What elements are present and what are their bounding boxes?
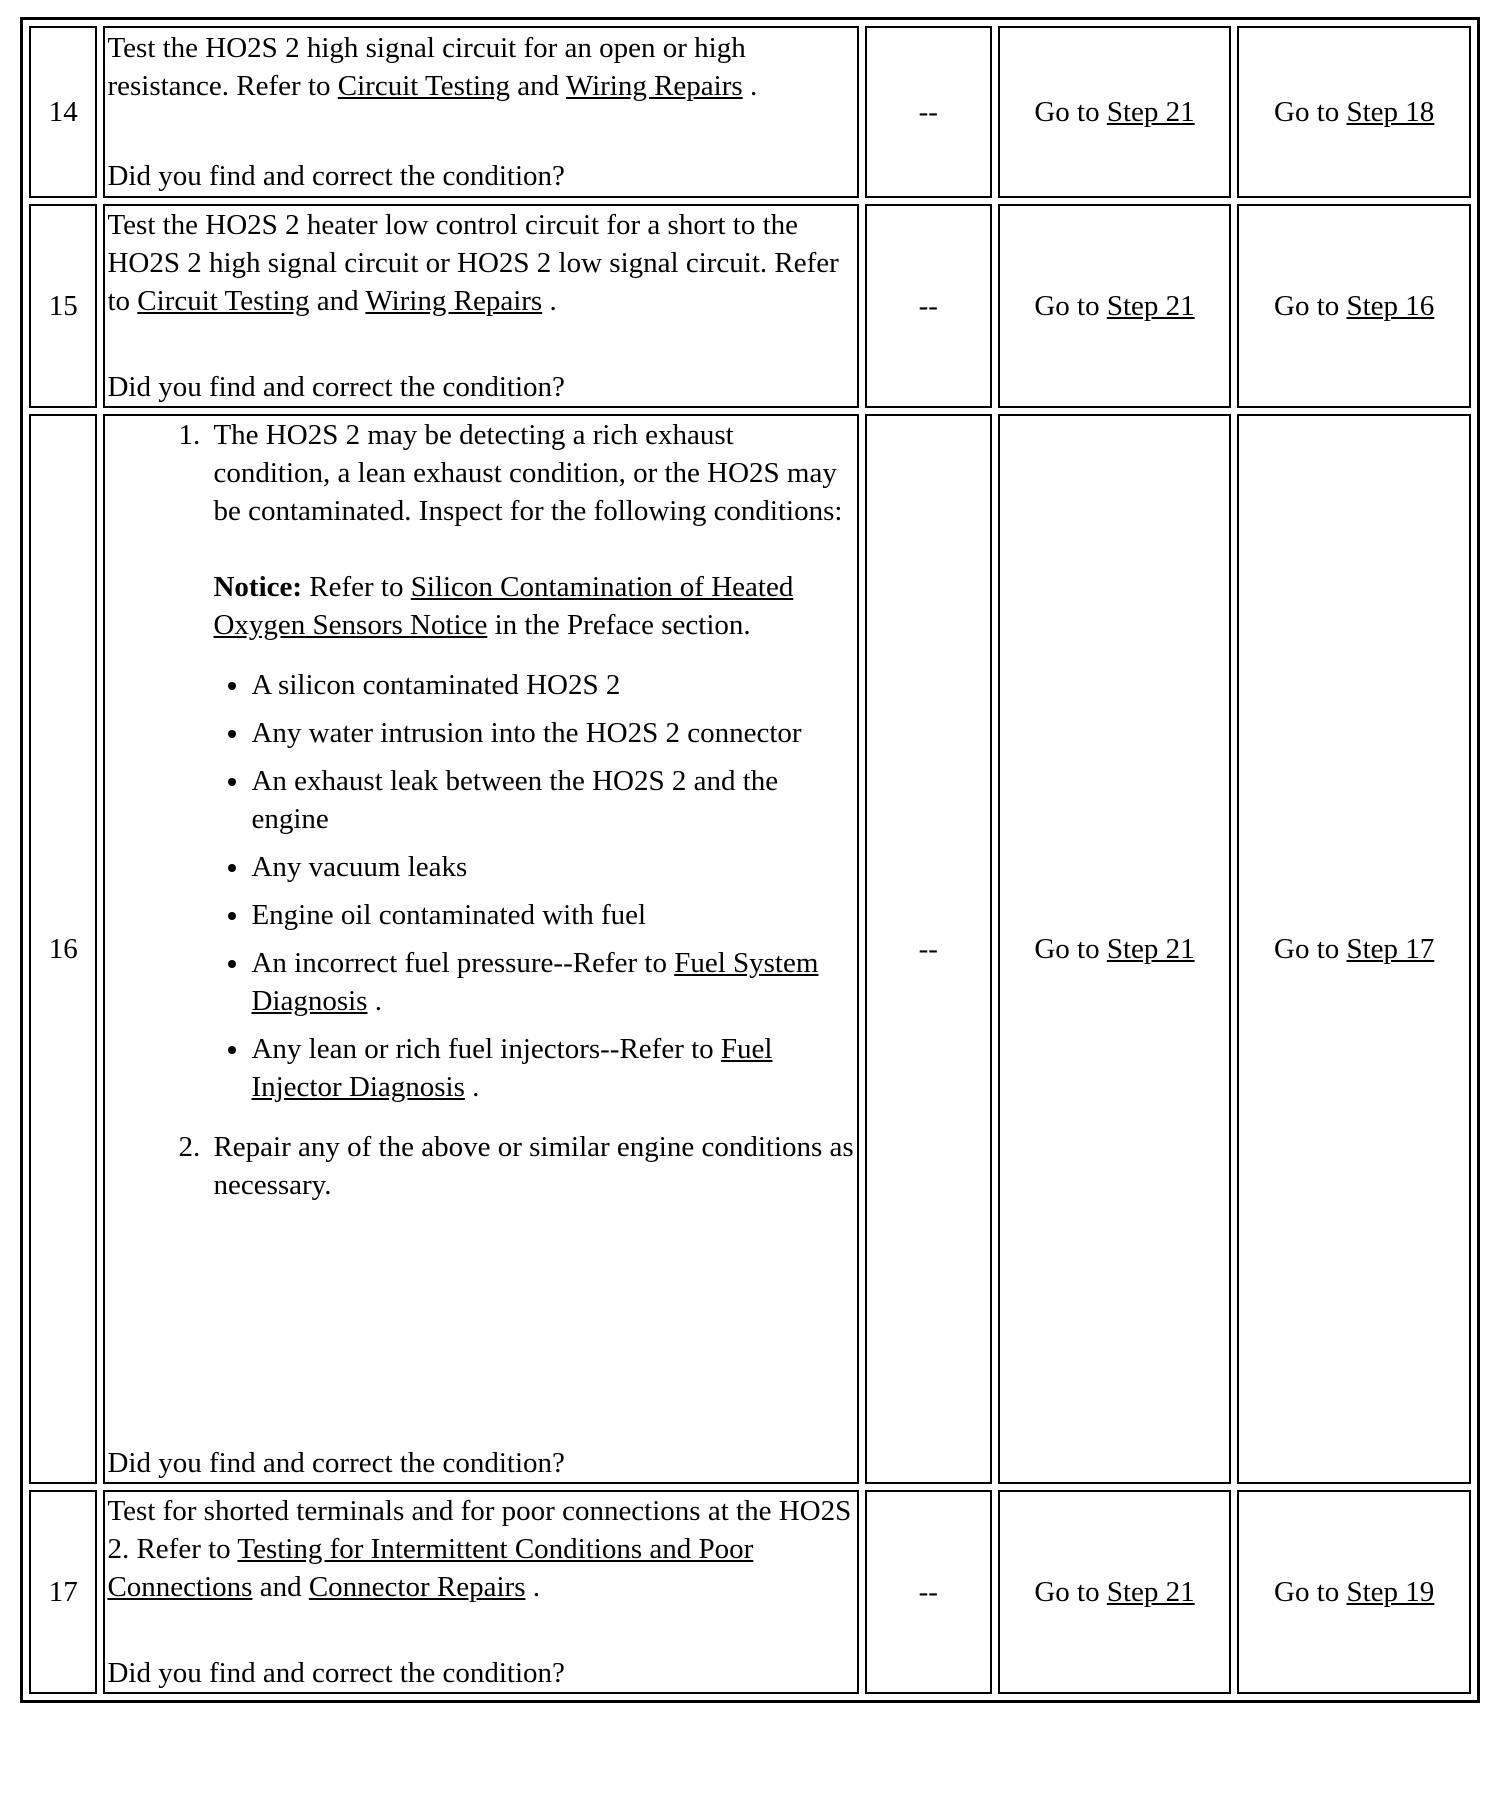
no-cell: Go to Step 16 bbox=[1237, 204, 1471, 408]
list-item: 2. Repair any of the above or similar engine conditions as necessary. bbox=[207, 1128, 854, 1204]
wiring-repairs-link[interactable]: Wiring Repairs bbox=[365, 285, 543, 317]
table-row bbox=[29, 204, 1471, 408]
question-text: Did you find and correct the condition? bbox=[107, 371, 565, 403]
table-row bbox=[29, 414, 1471, 1484]
procedure-list bbox=[107, 416, 854, 1204]
fuel-injector-diagnosis-link[interactable]: Fuel Injector Diagnosis bbox=[251, 1033, 773, 1103]
question-text: Did you find and correct the condition? bbox=[107, 1447, 565, 1479]
action-text: Test the HO2S 2 high signal circuit for an open or high resistance. Refer to Circuit Testing and Wiring Repairs . bbox=[107, 32, 758, 102]
yes-cell: Go to Step 21 bbox=[998, 26, 1232, 198]
list-item: 1. The HO2S 2 may be detecting a rich exhaust condition, a lean exhaust condition, or the HO2S may be contaminated. Inspect for the following conditions: Notice: Refer to Silicon Contamination of Heated Oxygen Sensors Notice in the Preface section. • A silicon contaminated HO2S 2 • Any water intrusion into the HO2S 2 connector • An exhaust leak between the HO2S 2 and the engine • Any vacuum leaks • Engine oil contaminated with fuel • An incorrect fuel pressure--Refer to Fuel System Diagnosis . • Any lean or rich fuel injectors--Refer to Fuel Injector Diagnosis . bbox=[207, 416, 854, 1106]
list-item: • Any water intrusion into the HO2S 2 connector bbox=[251, 714, 854, 752]
list-item: • Engine oil contaminated with fuel bbox=[251, 896, 854, 934]
wiring-repairs-link[interactable]: Wiring Repairs bbox=[565, 70, 743, 102]
step-number: 15 bbox=[29, 204, 97, 408]
question-text: Did you find and correct the condition? bbox=[107, 160, 565, 192]
yes-cell: Go to Step 21 bbox=[998, 1490, 1232, 1694]
table-row bbox=[29, 1490, 1471, 1694]
go-to-step-link[interactable]: Step 21 bbox=[1106, 933, 1195, 965]
action-cell bbox=[103, 26, 858, 198]
action-cell bbox=[103, 1490, 858, 1694]
value-cell: -- bbox=[865, 1490, 992, 1694]
no-cell: Go to Step 18 bbox=[1237, 26, 1471, 198]
go-to-step-link[interactable]: Step 16 bbox=[1346, 290, 1435, 322]
go-to-step-link[interactable]: Step 21 bbox=[1106, 96, 1195, 128]
go-to-step-link[interactable]: Step 18 bbox=[1346, 96, 1435, 128]
circuit-testing-link[interactable]: Circuit Testing bbox=[137, 285, 310, 317]
value-cell: -- bbox=[865, 414, 992, 1484]
circuit-testing-link[interactable]: Circuit Testing bbox=[337, 70, 510, 102]
list-item: • A silicon contaminated HO2S 2 bbox=[251, 666, 854, 704]
yes-cell: Go to Step 21 bbox=[998, 204, 1232, 408]
go-to-step-link[interactable]: Step 17 bbox=[1346, 933, 1435, 965]
value-cell: -- bbox=[865, 204, 992, 408]
action-cell bbox=[103, 414, 858, 1484]
fuel-system-diagnosis-link[interactable]: Fuel System Diagnosis bbox=[251, 947, 819, 1017]
list-item: • An exhaust leak between the HO2S 2 and the engine bbox=[251, 762, 854, 838]
action-text: Test for shorted terminals and for poor connections at the HO2S 2. Refer to Testing for Intermittent Conditions and Poor Connections and Connector Repairs . bbox=[107, 1495, 852, 1603]
no-cell: Go to Step 19 bbox=[1237, 1490, 1471, 1694]
list-item: • An incorrect fuel pressure--Refer to Fuel System Diagnosis . bbox=[251, 944, 854, 1020]
conditions-list bbox=[213, 666, 854, 1106]
list-item: • Any lean or rich fuel injectors--Refer to Fuel Injector Diagnosis . bbox=[251, 1030, 854, 1106]
go-to-step-link[interactable]: Step 21 bbox=[1106, 290, 1195, 322]
yes-cell: Go to Step 21 bbox=[998, 414, 1232, 1484]
step-number: 17 bbox=[29, 1490, 97, 1694]
go-to-step-link[interactable]: Step 21 bbox=[1106, 1576, 1195, 1608]
step-number: 14 bbox=[29, 26, 97, 198]
action-cell bbox=[103, 204, 858, 408]
notice-label: Notice: bbox=[213, 571, 303, 603]
list-item: • Any vacuum leaks bbox=[251, 848, 854, 886]
action-text: Test the HO2S 2 heater low control circuit for a short to the HO2S 2 high signal circuit or HO2S 2 low signal circuit. Refer to Circuit Testing and Wiring Repairs . bbox=[107, 209, 839, 317]
silicon-contamination-notice-link[interactable]: Silicon Contamination of Heated Oxygen Sensors Notice bbox=[213, 571, 794, 641]
value-cell: -- bbox=[865, 26, 992, 198]
go-to-step-link[interactable]: Step 19 bbox=[1346, 1576, 1435, 1608]
no-cell: Go to Step 17 bbox=[1237, 414, 1471, 1484]
diagnostic-page bbox=[20, 17, 1480, 1703]
intermittent-conditions-link[interactable]: Testing for Intermittent Conditions and Poor Connections bbox=[107, 1533, 754, 1603]
table-row bbox=[29, 26, 1471, 198]
question-text: Did you find and correct the condition? bbox=[107, 1657, 565, 1689]
diagnostic-table bbox=[20, 17, 1480, 1703]
notice-text: Notice: Refer to Silicon Contamination of Heated Oxygen Sensors Notice in the Preface section. bbox=[213, 571, 794, 641]
connector-repairs-link[interactable]: Connector Repairs bbox=[308, 1571, 526, 1603]
step-number: 16 bbox=[29, 414, 97, 1484]
